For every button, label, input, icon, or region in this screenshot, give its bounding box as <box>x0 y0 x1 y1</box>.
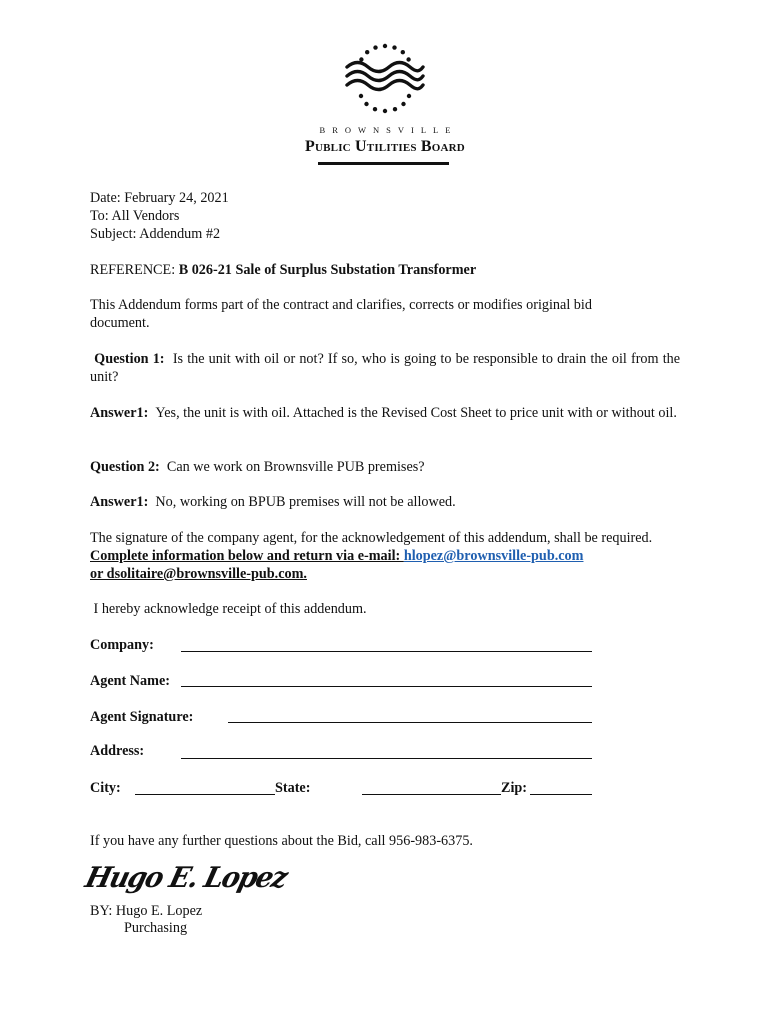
address-field[interactable] <box>181 758 592 759</box>
memo-date: Date: February 24, 2021 <box>90 190 229 206</box>
memo-subject: Subject: Addendum #2 <box>90 226 221 242</box>
further-questions: If you have any further questions about the Bid, call 956-983-6375. <box>90 833 473 849</box>
handwritten-signature: Hugo E. Lopez <box>81 862 290 895</box>
acknowledge-statement <box>90 600 367 618</box>
question-1-text: Is the unit with oil or not? If so, who is going to be responsible to drain the oil from the unit? <box>90 351 681 385</box>
signature-requirement-text: The signature of the company agent, for the acknowledgement of this addendum, shall be required. <box>90 530 653 546</box>
question-2-label: Question 2: <box>90 459 160 475</box>
agent-name-label: Agent Name: <box>90 673 170 689</box>
question-1-label: Question 1: <box>94 351 165 367</box>
agent-signature-label: Agent Signature: <box>90 709 194 725</box>
agent-signature-field[interactable] <box>228 722 592 723</box>
email-link-hlopez[interactable]: hlopez@brownsville-pub.com <box>403 548 584 564</box>
answer-2-label: Answer1: <box>90 494 149 510</box>
signer-title: Purchasing <box>124 920 188 936</box>
signature-requirement <box>90 529 685 583</box>
reference-label: REFERENCE: <box>90 262 179 278</box>
brand-divider <box>318 162 449 165</box>
question-2-text: Can we work on Brownsville PUB premises? <box>166 459 425 475</box>
memo-to: To: All Vendors <box>90 208 180 224</box>
signed-by: BY: Hugo E. Lopez <box>90 903 203 919</box>
state-field[interactable] <box>362 794 501 795</box>
answer-1 <box>90 404 680 422</box>
answer-2-text: No, working on BPUB premises will not be allowed. <box>155 494 456 510</box>
answer-1-label: Answer1: <box>90 405 149 421</box>
zip-field[interactable] <box>530 794 592 795</box>
city-label: City: <box>90 780 121 796</box>
brand-organization-name: Public Utilities Board <box>305 138 465 155</box>
brand-city-name: BROWNSVILLE <box>319 125 458 135</box>
logo-waves <box>347 63 423 90</box>
addendum-intro: This Addendum forms part of the contract and clarifies, corrects or modifies original bid document. <box>90 297 592 331</box>
state-label: State: <box>275 780 311 796</box>
question-1 <box>90 350 680 386</box>
company-label: Company: <box>90 637 154 653</box>
zip-label: Zip: <box>501 780 528 796</box>
answer-2 <box>90 493 456 511</box>
question-2 <box>90 458 425 476</box>
company-field[interactable] <box>181 651 592 652</box>
return-instruction: Complete information below and return via e-mail: <box>90 548 404 564</box>
acknowledge-text: I hereby acknowledge receipt of this addendum. <box>93 601 367 617</box>
agent-name-field[interactable] <box>181 686 592 687</box>
email-text-dsolitaire: or dsolitaire@brownsville-pub.com. <box>90 566 307 582</box>
address-label: Address: <box>90 743 145 759</box>
city-field[interactable] <box>135 794 275 795</box>
answer-1-text: Yes, the unit is with oil. Attached is the Revised Cost Sheet to price unit with or without oil. <box>155 405 677 421</box>
reference-value: B 026-21 Sale of Surplus Substation Transformer <box>178 262 477 278</box>
reference-line <box>90 261 476 279</box>
wave-circle-logo-icon <box>330 40 440 120</box>
